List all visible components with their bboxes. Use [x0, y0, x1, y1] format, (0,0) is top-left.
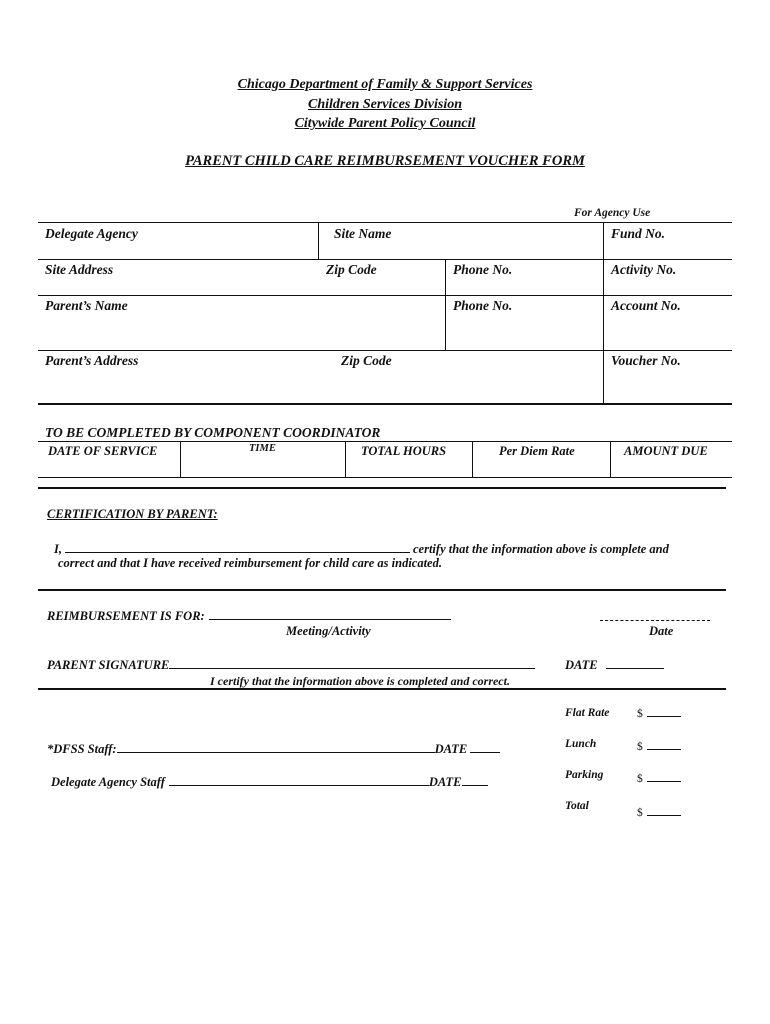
zip-code-field[interactable]: Zip Code: [326, 262, 377, 277]
delegate-agency-field[interactable]: Delegate Agency: [45, 226, 138, 241]
lunch-label: Lunch: [565, 738, 597, 750]
dollar-sign: $: [637, 807, 643, 819]
dfss-date-blank[interactable]: [470, 740, 500, 753]
coordinator-heading: TO BE COMPLETED BY COMPONENT COORDINATOR: [45, 425, 381, 440]
grid-divider: [472, 441, 473, 477]
certification-heading: CERTIFICATION BY PARENT:: [47, 507, 218, 521]
reimbursement-label: REIMBURSEMENT IS FOR:: [47, 609, 205, 623]
voucher-no-field[interactable]: Voucher No.: [611, 353, 681, 368]
parent-signature-label: PARENT SIGNATURE: [47, 658, 170, 672]
delegate-staff-blank[interactable]: [169, 773, 429, 786]
certify-note: I certify that the information above is completed and correct.: [210, 674, 510, 688]
grid-line: [38, 441, 732, 442]
delegate-staff-label: Delegate Agency Staff: [51, 775, 165, 789]
grid-line: [38, 688, 726, 690]
total-label: Total: [565, 800, 589, 812]
reimbursement-line: [47, 607, 451, 624]
fund-no-field[interactable]: Fund No.: [611, 226, 666, 241]
grid-divider: [610, 441, 611, 477]
lunch-blank[interactable]: [647, 740, 681, 750]
form-title: PARENT CHILD CARE REIMBURSEMENT VOUCHER FORM: [185, 153, 585, 169]
delegate-date-blank[interactable]: [462, 773, 488, 786]
parent-date-line: [565, 656, 664, 673]
parent-phone-field[interactable]: Phone No.: [453, 298, 513, 313]
parent-date-label: DATE: [565, 658, 598, 672]
grid-line: [38, 477, 732, 478]
total-amount: [637, 806, 681, 819]
grid-line: [38, 259, 732, 260]
per-diem-rate-column[interactable]: Per Diem Rate: [499, 444, 575, 458]
certification-text: certify that the information above is complete and: [413, 542, 669, 556]
grid-divider: [445, 259, 446, 350]
dfss-date-label: DATE: [434, 742, 468, 756]
parents-address-field[interactable]: Parent’s Address: [45, 353, 139, 368]
site-address-field[interactable]: Site Address: [45, 262, 114, 277]
certification-line: [54, 540, 669, 557]
grid-divider: [603, 222, 604, 403]
grid-divider: [318, 222, 319, 259]
date-label: Date: [649, 624, 674, 638]
certification-prefix: I,: [54, 542, 62, 556]
parent-signature-line: [47, 656, 535, 673]
site-phone-field[interactable]: Phone No.: [453, 262, 513, 277]
grid-line: [38, 295, 732, 296]
certification-line-2: correct and that I have received reimbursement for child care as indicated.: [58, 556, 442, 570]
flat-rate-blank[interactable]: [647, 707, 681, 717]
dollar-sign: $: [637, 741, 643, 753]
parent-zip-code-field[interactable]: Zip Code: [341, 353, 392, 368]
grid-divider: [180, 441, 181, 477]
grid-line: [38, 589, 726, 591]
flat-rate-amount: [637, 707, 681, 720]
time-column[interactable]: TIME: [249, 443, 276, 454]
grid-divider: [345, 441, 346, 477]
date-blank[interactable]: [600, 620, 710, 621]
dollar-sign: $: [637, 708, 643, 720]
parent-signature-blank[interactable]: [169, 656, 535, 669]
lunch-amount: [637, 740, 681, 753]
flat-rate-label: Flat Rate: [565, 707, 610, 719]
account-no-field[interactable]: Account No.: [611, 298, 681, 313]
site-name-field[interactable]: Site Name: [334, 226, 392, 241]
grid-line: [38, 350, 732, 351]
activity-no-field[interactable]: Activity No.: [611, 262, 677, 277]
total-blank[interactable]: [647, 806, 681, 816]
header-agency: Chicago Department of Family & Support Services: [237, 77, 533, 92]
grid-line: [38, 403, 732, 405]
total-hours-column[interactable]: TOTAL HOURS: [361, 444, 447, 458]
header-division: Children Services Division: [307, 97, 462, 112]
for-agency-use-label: For Agency Use: [574, 207, 651, 219]
parent-name-blank[interactable]: [65, 540, 410, 553]
parents-name-field[interactable]: Parent’s Name: [45, 298, 128, 313]
meeting-activity-label: Meeting/Activity: [286, 624, 371, 638]
parking-blank[interactable]: [647, 772, 681, 782]
dfss-staff-label: *DFSS Staff:: [47, 742, 117, 756]
grid-line: [38, 487, 726, 489]
parent-date-blank[interactable]: [606, 656, 664, 669]
grid-line: [38, 222, 732, 223]
delegate-date-label: DATE: [428, 775, 462, 789]
dfss-staff-line: [47, 740, 500, 757]
parking-amount: [637, 772, 681, 785]
header-council: Citywide Parent Policy Council: [294, 116, 476, 131]
delegate-staff-line: [51, 773, 488, 790]
amount-due-column[interactable]: AMOUNT DUE: [624, 444, 708, 458]
dollar-sign: $: [637, 773, 643, 785]
meeting-activity-blank[interactable]: [209, 607, 451, 620]
date-of-service-column[interactable]: DATE OF SERVICE: [48, 444, 158, 458]
parking-label: Parking: [565, 769, 604, 781]
dfss-staff-blank[interactable]: [117, 740, 435, 753]
